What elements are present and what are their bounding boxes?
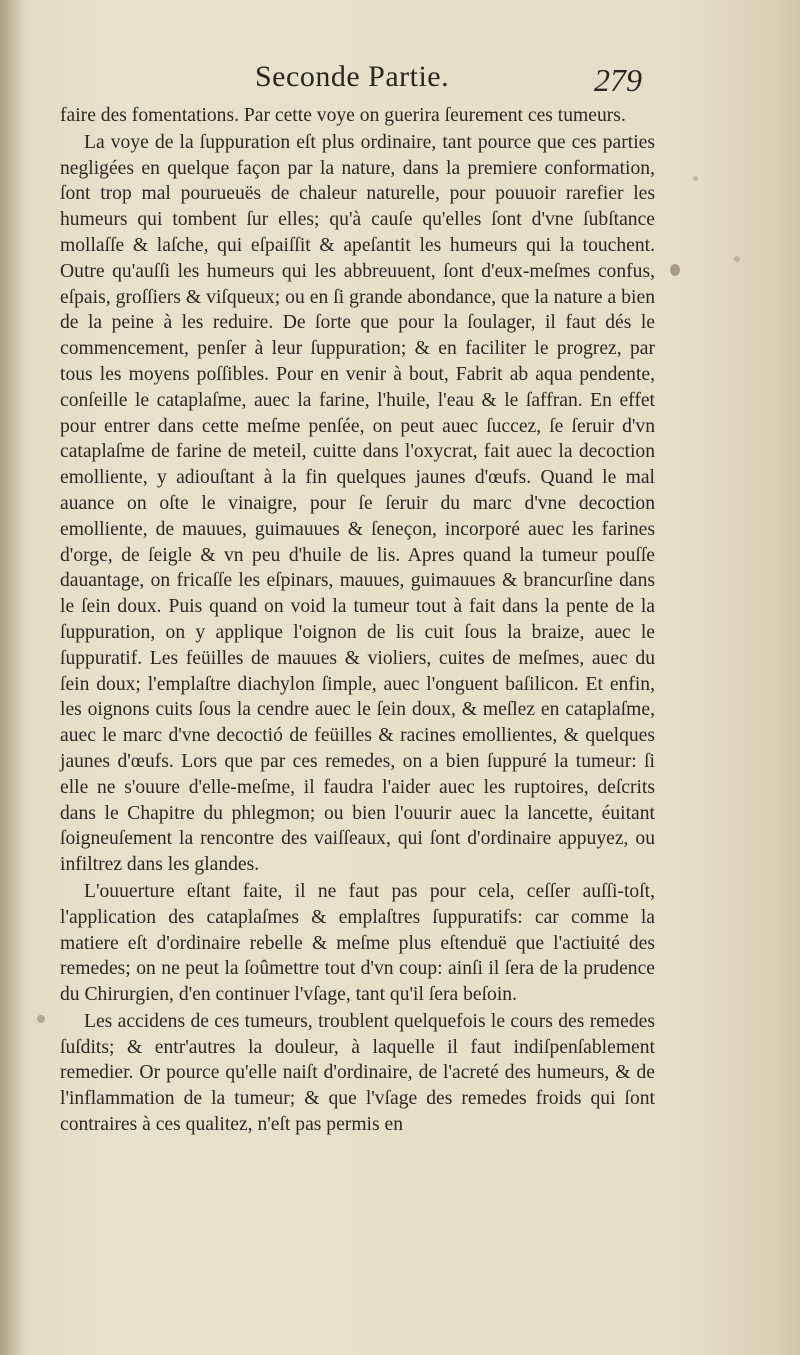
ink-spot	[693, 176, 698, 181]
ink-spot	[37, 1015, 45, 1023]
paragraph-continuation: faire des fomentations. Par cette voye on guerira ſeurement ces tumeurs.	[60, 105, 626, 126]
running-head: Seconde Partie.	[255, 60, 450, 93]
body-text	[60, 103, 655, 1138]
gutter-shadow	[0, 0, 22, 1355]
ink-spot	[734, 256, 740, 262]
paragraph-suppuration: La voye de la ſuppuration eſt plus ordinaire, tant pource que ces parties negligées en quelque façon par la nature, dans la premiere conformation, ſont trop mal pourueuës de chaleur naturelle, pour pouuoir rarefier les humeurs qui tombent ſur elles; qu'à cauſe qu'elles ſont d'vne ſubſtance mollaſſe & laſche, qui eſpaiſſit & apeſantit les humeurs qui la touchent. Outre qu'auſſi les humeurs qui les abbreuuent, ſont d'eux-meſmes confus, eſpais, groſſiers & viſqueux; ou en ſi grande abondance, que la nature a bien de la peine à les reduire. De ſorte que pour la ſoulager, il faut dés le commencement, penſer à leur ſuppuration; & en faciliter le progrez, par tous les moyens poſſibles. Pour en venir à bout, Fabrit ab aqua pendente, conſeille le cataplaſme, auec la farine, l'huile, l'eau & le ſaffran. En effet pour entrer dans cette meſme penſée, on peut auec ſuccez, ſe ſeruir d'vn cataplaſme de farine de meteil, cuitte dans l'oxycrat, fait auec la decoction emolliente, y adiouſtant à la fin quelques jaunes d'œufs. Quand le mal auance on oſte le vinaigre, pour ſe ſeruir du marc d'vne decoction emolliente, de mauues, guimauues & ſeneçon, incorporé auec les farines d'orge, de ſeigle & vn peu d'huile de lis. Apres quand la tumeur pouſſe dauantage, on fricaſſe les eſpinars, mauues, guimauues & brancurſine dans le ſein doux. Puis quand on void la tumeur tout à fait dans la pente de la ſuppuration, on y applique l'oignon de lis cuit ſous la braize, auec le ſuppuratif. Les feüilles de mauues & violiers, cuites de meſmes, auec du ſein doux; l'emplaſtre diachylon ſimple, auec l'onguent baſilicon. Et enfin, les oignons cuits ſous la cendre auec le ſein doux, & meſlez en cataplaſme, auec le marc d'vne decoctió de feüilles & racines emollientes, & quelques jaunes d'œufs. Lors que par ces remedes, on a bien ſuppuré la tumeur: ſi elle ne s'ouure d'elle-meſme, il faudra l'aider auec les ruptoires, deſcrits dans le Chapitre du phlegmon; ou bien l'ouurir auec la lancette, éuitant ſoigneuſement la rencontre des vaiſſeaux, qui ſont d'ordinaire appuyez, ou infiltrez dans les glandes.	[60, 131, 655, 876]
paragraph-accidens: Les accidens de ces tumeurs, troublent quelquefois le cours des remedes ſuſdits; & entr'autres la douleur, à laquelle il faut indiſpenſablement remedier. Or pource qu'elle naiſt d'ordinaire, de l'acreté des humeurs, & de l'inflammation de la tumeur; & que l'vſage des remedes froids qui ſont contraires à ces qualitez, n'eſt pas permis en	[60, 1010, 655, 1136]
page-number: 279	[594, 62, 642, 98]
ink-spot	[670, 264, 680, 276]
paragraph-ouverture: L'ouuerture eſtant faite, il ne faut pas pour cela, ceſſer auſſi-toſt, l'application des cataplaſmes & emplaſtres ſuppuratifs: car comme la matiere eſt d'ordinaire rebelle & meſme plus eſtenduë que l'actiuité des remedes; on ne peut la ſoûmettre tout d'vn coup: ainſi il ſera de la prudence du Chirurgien, d'en continuer l'vſage, tant qu'il ſera beſoin.	[60, 880, 655, 1006]
